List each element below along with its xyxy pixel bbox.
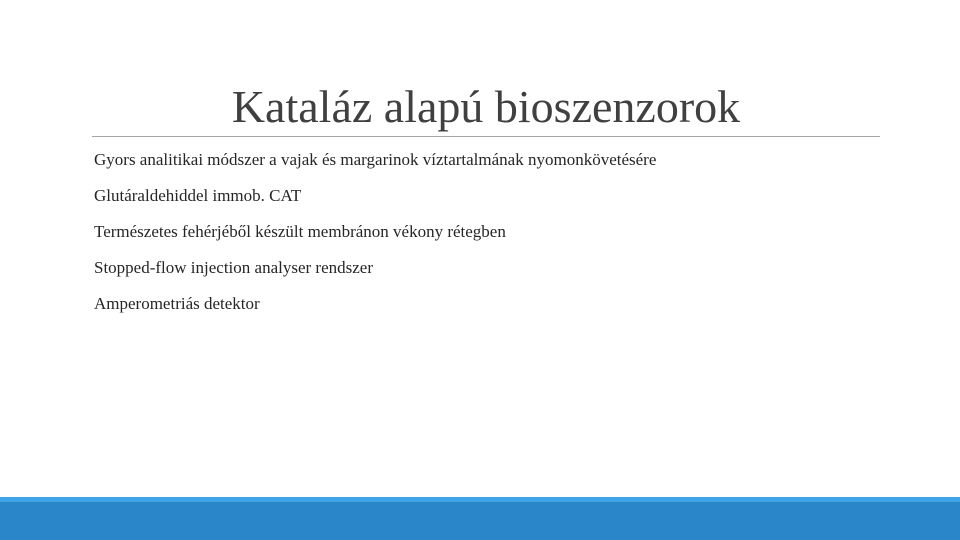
bullet-list (94, 148, 874, 328)
bullet-item: Gyors analitikai módszer a vajak és margarinok víztartalmának nyomonkövetésére (94, 150, 657, 169)
bullet-item: Stopped-flow injection analyser rendszer (94, 258, 373, 277)
bullet-item: Természetes fehérjéből készült membránon vékony rétegben (94, 222, 506, 241)
title-divider (92, 136, 880, 137)
bullet-item: Glutáraldehiddel immob. CAT (94, 186, 302, 205)
slide-title: Kataláz alapú bioszenzorok (231, 81, 741, 132)
bullet-item: Amperometriás detektor (94, 294, 260, 313)
footer-accent-highlight (0, 497, 960, 502)
footer-accent-bar (0, 497, 960, 540)
